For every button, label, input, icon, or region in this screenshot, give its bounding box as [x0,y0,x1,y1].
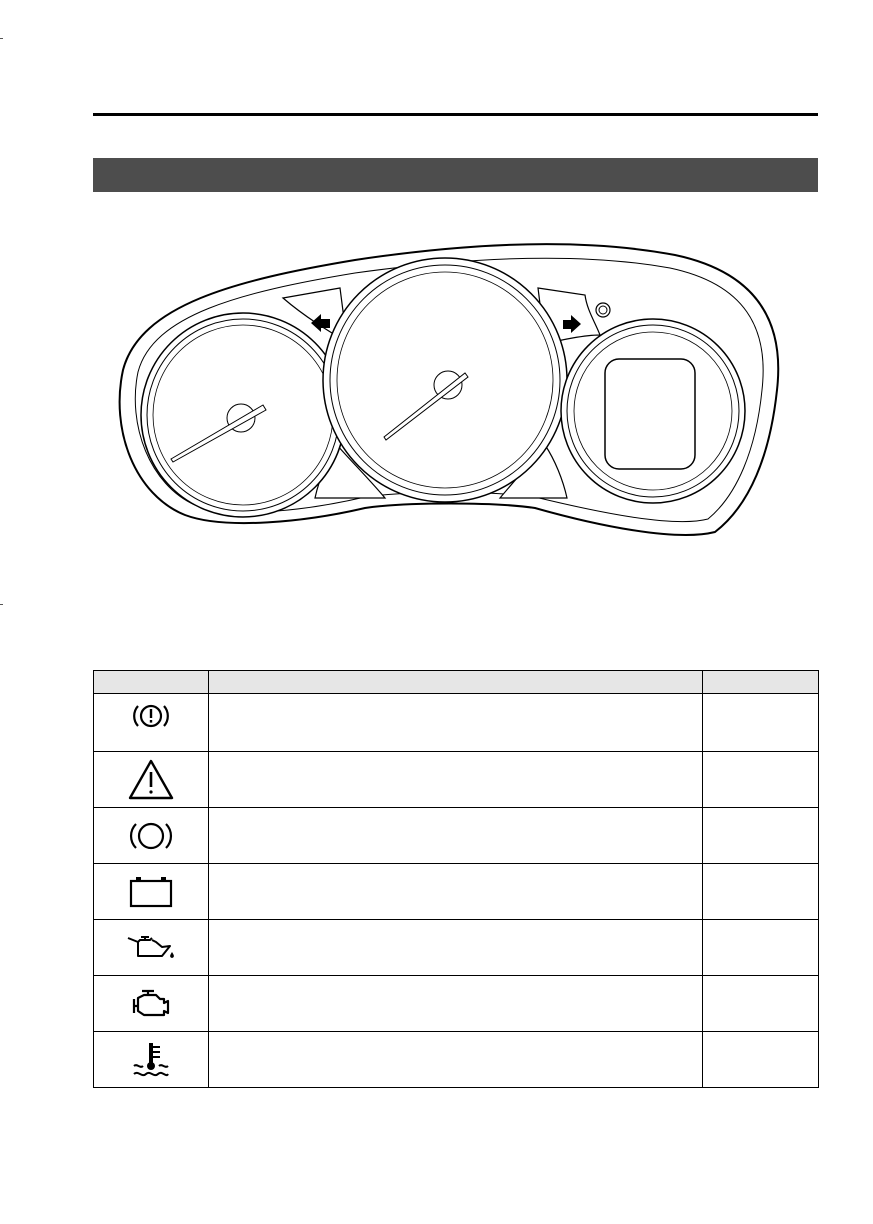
description-cell [209,752,703,808]
icon-cell [94,976,209,1032]
icon-cell [94,808,209,864]
coolant-temperature-icon [126,1040,176,1080]
icon-cell [94,864,209,920]
instrument-cluster-illustration [115,240,780,540]
description-cell [209,920,703,976]
column-header-description [209,671,703,694]
charging-system-icon [126,874,176,910]
icon-cell [94,752,209,808]
speedometer [323,258,567,502]
icon-cell [94,1032,209,1088]
page-cell [703,920,819,976]
page-edge-mark-middle [0,604,3,605]
description-cell [209,1032,703,1088]
top-rule [93,113,818,116]
description-cell [209,694,703,752]
description-cell [209,808,703,864]
master-warning-icon [126,758,176,802]
icon-cell [94,920,209,976]
table-row [94,752,819,808]
table-row [94,808,819,864]
tachometer [141,313,345,517]
column-header-signal [94,671,209,694]
page-cell [703,808,819,864]
section-header-bar [93,158,818,192]
check-engine-icon [124,986,178,1022]
page-cell [703,752,819,808]
security-indicator [599,306,607,314]
page-cell [703,1032,819,1088]
multi-display-gauge [561,319,745,503]
table-row [94,864,819,920]
description-cell [209,864,703,920]
table-row [94,976,819,1032]
table-row [94,694,819,752]
table-header-row [94,671,819,694]
page-cell [703,864,819,920]
oil-pressure-icon [124,930,178,966]
page-edge-mark-top [0,38,3,39]
column-header-page [703,671,819,694]
warning-lights-table [93,670,819,1088]
icon-cell [94,694,209,752]
table-row [94,1032,819,1088]
description-cell [209,976,703,1032]
table-row [94,920,819,976]
brake-warning-icon [126,701,176,745]
abs-warning-icon [124,816,178,856]
page-cell [703,976,819,1032]
page-cell [703,694,819,752]
multi-information-display [605,359,695,469]
